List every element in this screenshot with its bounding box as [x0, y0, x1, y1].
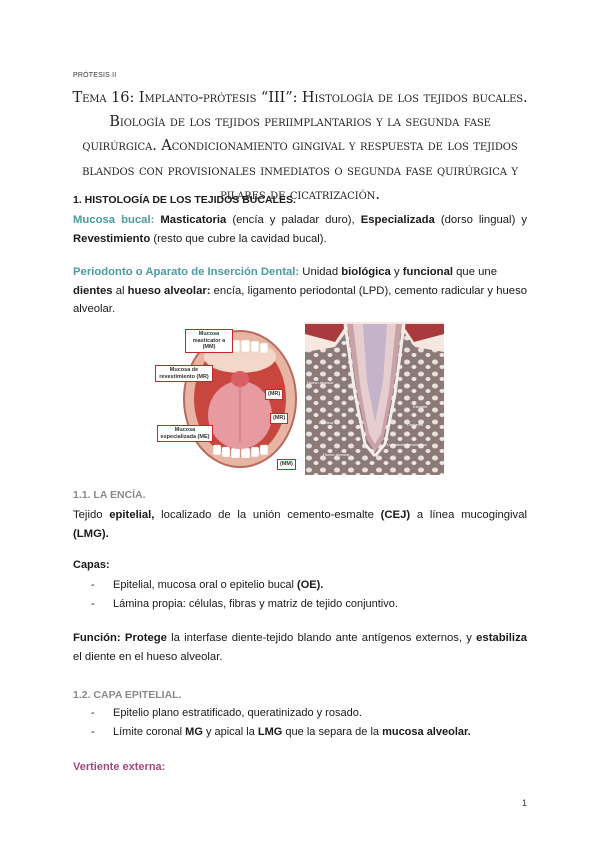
histo-label-5: Hueso alveolar [323, 452, 350, 457]
term-especializada: Especializada [360, 214, 435, 226]
funcion-paragraph [73, 629, 527, 666]
term-lmg: LMG [257, 726, 283, 738]
mucosa-label: Mucosa bucal: [73, 214, 155, 226]
list-item [91, 595, 527, 614]
capa-text: Lámina propia: células, fibras y matriz de tejido conjuntivo. [113, 598, 398, 610]
page-number: 1 [521, 798, 527, 808]
label-mucosa-especializada: Mucosa especializada (ME) [157, 425, 213, 442]
capas-list [91, 576, 527, 614]
term-mg: MG [185, 726, 203, 738]
text: (resto que cubre la cavidad bucal). [150, 232, 327, 245]
histo-label-4: Ligamento periodontal [387, 442, 427, 447]
text: Tejido [73, 509, 110, 521]
list-item [91, 704, 527, 723]
section-1-2-heading: 1.2. CAPA EPITELIAL. [73, 689, 182, 701]
term-dientes: dientes [73, 284, 113, 297]
term-masticatoria: Masticatoria [160, 214, 227, 226]
term-funcional: funcional [402, 266, 453, 278]
term-mucosa-alveolar: mucosa alveolar. [382, 726, 471, 738]
text: el diente en el hueso alveolar. [73, 650, 223, 663]
mouth-figure [155, 327, 300, 475]
histo-label-3: Dentina [319, 420, 333, 425]
label-mucosa-revestimiento: Mucosa de revestimiento (MR) [155, 365, 213, 382]
epitelio-text: Epitelio plano estratificado, queratinizado y rosado. [113, 707, 362, 719]
text: encía, ligamento periodontal (LPD), cemento radicular y hueso alveolar. [73, 284, 527, 315]
label-mr-right-bottom: (MR) [270, 413, 288, 424]
term-biologica: biológica [341, 266, 391, 278]
term-cej: (CEJ) [380, 509, 411, 521]
label-mm-bottom: (MM) [277, 459, 296, 470]
histo-label-2: Esmalte [413, 404, 428, 409]
periodonto-label: Periodonto o Aparato de Inserción Dental: [73, 266, 300, 278]
label-mucosa-masticatoria: Mucosa masticator a (MM) [185, 329, 233, 353]
list-item [91, 576, 527, 595]
capa-text: Epitelial, mucosa oral o epitelio bucal [113, 579, 298, 591]
term-lmg: (LMG). [73, 527, 109, 540]
text: (dorso lingual) y [434, 214, 528, 226]
term-estabiliza: estabiliza [476, 632, 527, 644]
text: a línea mucogingival [410, 509, 527, 521]
term-hueso-alveolar: hueso alveolar: [127, 284, 211, 297]
text: localizado de la unión cemento-esmalte [154, 509, 381, 521]
section-1-1-heading: 1.1. LA ENCÍA. [73, 489, 146, 501]
capas-heading: Capas: [73, 559, 110, 571]
label-mr-right-top: (MR) [265, 389, 283, 400]
histology-figure [305, 322, 444, 475]
capa-bold: (OE). [297, 579, 324, 591]
funcion-label: Función: [73, 632, 121, 644]
text: y apical la [202, 726, 258, 738]
text: Unidad [299, 266, 342, 278]
text: Límite coronal [113, 726, 186, 738]
list-item [91, 723, 527, 742]
vertiente-externa-heading: Vertiente externa: [73, 761, 166, 773]
term-epitelial: epitelial, [109, 509, 155, 521]
histo-label-1: Hueso alveolar [307, 380, 334, 385]
section-1-heading: 1. HISTOLOGÍA DE LOS TEJIDOS BUCALES. [73, 194, 296, 206]
course-header: PRÓTESIS II [73, 72, 117, 79]
term-revestimiento: Revestimiento [73, 232, 151, 245]
histo-label-6: Cemento [407, 422, 424, 427]
text: al [112, 284, 128, 297]
term-protege: Protege [124, 632, 167, 644]
text: la interfase diente-tejido blando ante antígenos externos, y [166, 632, 477, 644]
text: que la separa de la [282, 726, 383, 738]
document-title: Tema 16: Implanto-prótesis “III”: Histología de los tejidos bucales. Biología de los tejidos periimplantarios y la segunda fase quirúrgica. Acondicionamiento gingival y respuesta de los tejidos blandos con provisionales inmediatos o segunda fase quirúrgica y pilares de cicatrización. [72, 89, 528, 203]
text: (encía y paladar duro), [226, 214, 361, 226]
encia-paragraph [73, 506, 527, 543]
text: que une [453, 266, 497, 278]
text: y [390, 266, 403, 278]
mucosa-paragraph [73, 211, 527, 248]
periodonto-paragraph [73, 263, 527, 319]
epitelial-list [91, 704, 527, 742]
